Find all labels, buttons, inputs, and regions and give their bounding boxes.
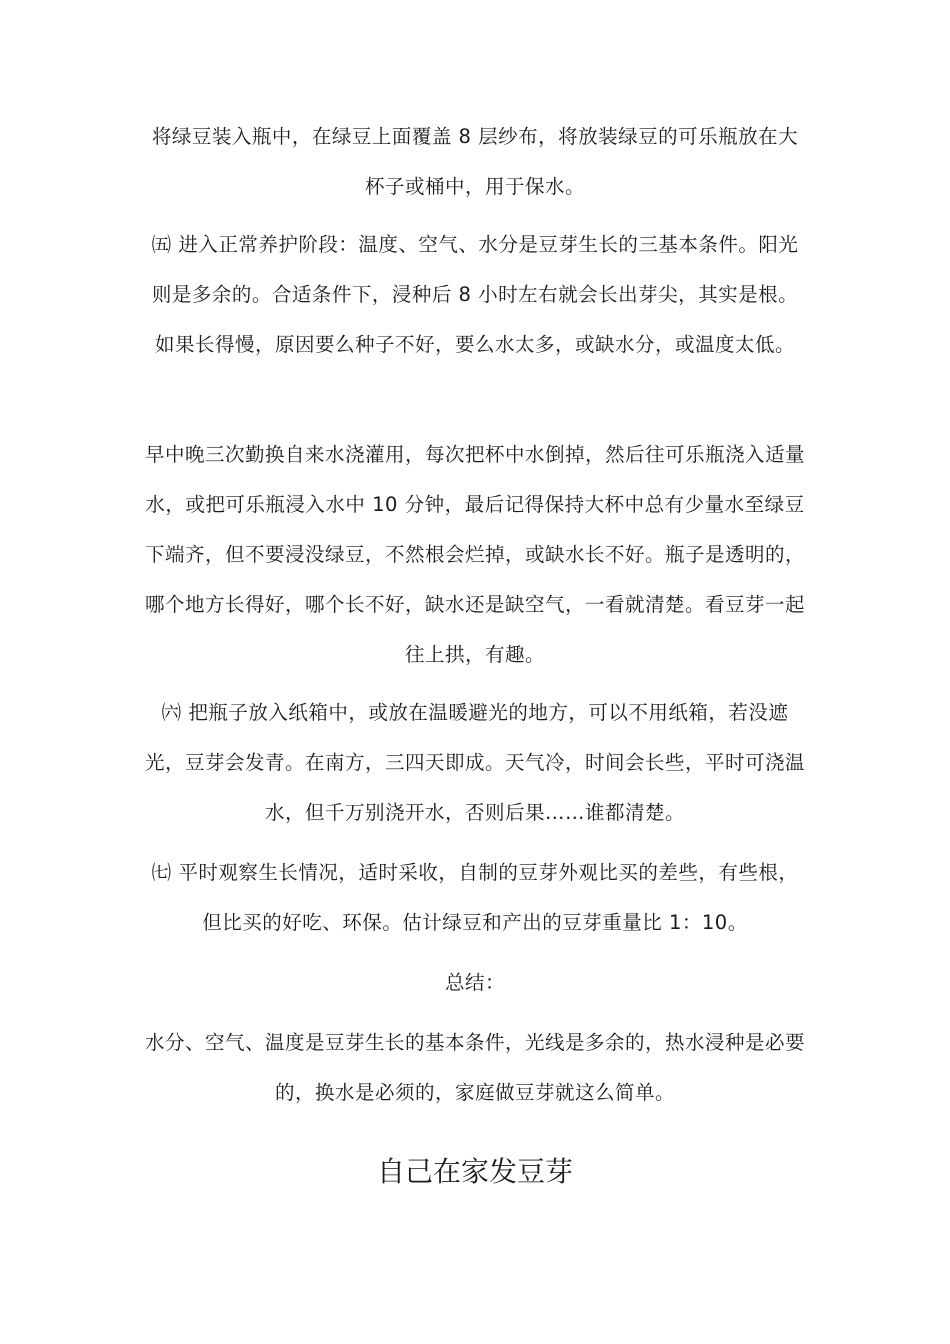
paragraph-summary: 水分、空气、温度是豆芽生长的基本条件，光线是多余的，热水浸种是必要的，换水是必须的，家庭做豆芽就这么简单。 — [145, 1031, 806, 1104]
summary-label: 总结： — [444, 971, 505, 994]
paragraph-step-6-shading: ㈥ 把瓶子放入纸箱中，或放在温暖避光的地方，可以不用纸箱，若没遮光，豆芽会发青。在南方，三四天即成。天气冷，时间会长些，平时可浇温水，但千万别浇开水，否则后果……谁都清楚。 — [145, 701, 806, 824]
paragraph-bottle-setup: 将绿豆装入瓶中，在绿豆上面覆盖 8 层纱布，将放装绿豆的可乐瓶放在大杯子或桶中，用于保水。 — [151, 125, 799, 198]
paragraph-step-5-care: ㈤ 进入正常养护阶段：温度、空气、水分是豆芽生长的三基本条件。阳光则是多余的。合适条件下，浸种后 8 小时左右就会长出芽尖，其实是根。如果长得慢，原因要么种子不好，要么水太多，或缺水分，或温度太低。 — [151, 233, 799, 356]
section-heading: 自己在家发豆芽 — [376, 1155, 573, 1188]
paragraph-step-7-harvest: ㈦ 平时观察生长情况，适时采收，自制的豆芽外观比买的差些，有些根，但比买的好吃、环保。估计绿豆和产出的豆芽重量比 1：10。 — [151, 861, 799, 934]
paragraph-watering: 早中晚三次勤换自来水浇灌用，每次把杯中水倒掉，然后往可乐瓶浇入适量水，或把可乐瓶浸入水中 10 分钟，最后记得保持大杯中总有少量水至绿豆下端齐，但不要浸没绿豆，不然根会烂掉，或缺水长不好。瓶子是透明的，哪个地方长得好，哪个长不好，缺水还是缺空气，一看就清楚。看豆芽一起往上拱，有趣。 — [145, 443, 806, 666]
